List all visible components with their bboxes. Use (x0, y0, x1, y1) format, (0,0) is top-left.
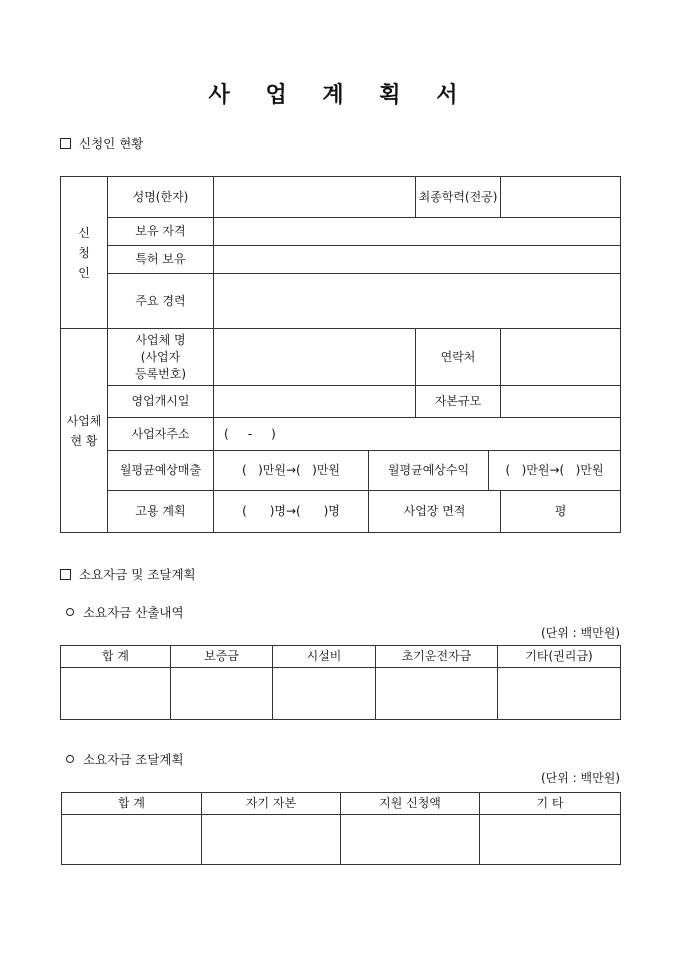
checkbox-square-icon (60, 569, 71, 580)
funding-other-field[interactable] (480, 815, 621, 865)
calc-subheading-text: 소요자금 산출내역 (83, 605, 184, 620)
license-field[interactable] (214, 218, 621, 246)
funding-header-total: 합 계 (62, 793, 202, 815)
capital-label: 자본규모 (416, 386, 501, 418)
funding-table (61, 792, 621, 865)
monthly-sales-field[interactable]: ( )만원→( )만원 (214, 451, 369, 491)
calc-deposit-field[interactable] (171, 668, 273, 720)
employment-field[interactable]: ( )명→( )명 (214, 491, 369, 533)
checkbox-square-icon (60, 138, 71, 149)
applicant-group-label: 신 청 인 (61, 177, 108, 329)
funding-unit: (단위 : 백만원) (541, 771, 620, 785)
section-heading: 신청인 현황 (79, 136, 144, 151)
applicant-business-table (60, 176, 621, 533)
funding-support-field[interactable] (341, 815, 480, 865)
name-field[interactable] (214, 177, 416, 218)
calc-header-facility: 시설비 (273, 646, 376, 668)
funding-header-support: 지원 신청액 (341, 793, 480, 815)
contact-field[interactable] (501, 329, 621, 386)
address-field[interactable]: ( - ) (214, 418, 621, 451)
calc-header-deposit: 보증금 (171, 646, 273, 668)
capital-field[interactable] (501, 386, 621, 418)
calc-header-other: 기타(권리금) (498, 646, 621, 668)
employment-label: 고용 계획 (108, 491, 214, 533)
calc-total-field[interactable] (61, 668, 171, 720)
career-field[interactable] (214, 274, 621, 329)
calc-other-field[interactable] (498, 668, 621, 720)
business-name-field[interactable] (214, 329, 416, 386)
funding-subheading-text: 소요자금 조달계획 (83, 752, 184, 767)
calc-header-operating: 초기운전자금 (376, 646, 498, 668)
patent-field[interactable] (214, 246, 621, 274)
name-label: 성명(한자) (108, 177, 214, 218)
page-title: 사 업 계 획 서 (208, 82, 472, 108)
calc-header-total: 합 계 (61, 646, 171, 668)
monthly-profit-label: 월평균예상수익 (369, 451, 489, 491)
education-field[interactable] (501, 177, 621, 218)
funding-equity-field[interactable] (202, 815, 341, 865)
open-date-field[interactable] (214, 386, 416, 418)
calc-subheading (66, 603, 184, 621)
address-label: 사업자주소 (108, 418, 214, 451)
section-applicant-status (60, 134, 143, 152)
business-group-label: 사업체 현 황 (61, 329, 108, 533)
calc-operating-field[interactable] (376, 668, 498, 720)
calc-facility-field[interactable] (273, 668, 376, 720)
circle-bullet-icon (66, 608, 74, 616)
monthly-profit-field[interactable]: ( )만원→( )만원 (489, 451, 621, 491)
license-label: 보유 자격 (108, 218, 214, 246)
section-heading: 소요자금 및 조달계획 (79, 567, 196, 582)
career-label: 주요 경력 (108, 274, 214, 329)
section-funding-plan (60, 565, 196, 583)
funding-subheading (66, 750, 184, 768)
circle-bullet-icon (66, 755, 74, 763)
open-date-label: 영업개시일 (108, 386, 214, 418)
education-label: 최종학력(전공) (416, 177, 501, 218)
calc-unit: (단위 : 백만원) (541, 626, 620, 640)
funding-header-other: 기 타 (480, 793, 621, 815)
funding-header-equity: 자기 자본 (202, 793, 341, 815)
area-field[interactable]: 평 (501, 491, 621, 533)
funding-total-field[interactable] (62, 815, 202, 865)
monthly-sales-label: 월평균예상매출 (108, 451, 214, 491)
patent-label: 특허 보유 (108, 246, 214, 274)
business-name-label: 사업체 명 (사업자 등록번호) (108, 329, 214, 386)
calc-table (60, 645, 621, 720)
area-label: 사업장 면적 (369, 491, 501, 533)
contact-label: 연락처 (416, 329, 501, 386)
